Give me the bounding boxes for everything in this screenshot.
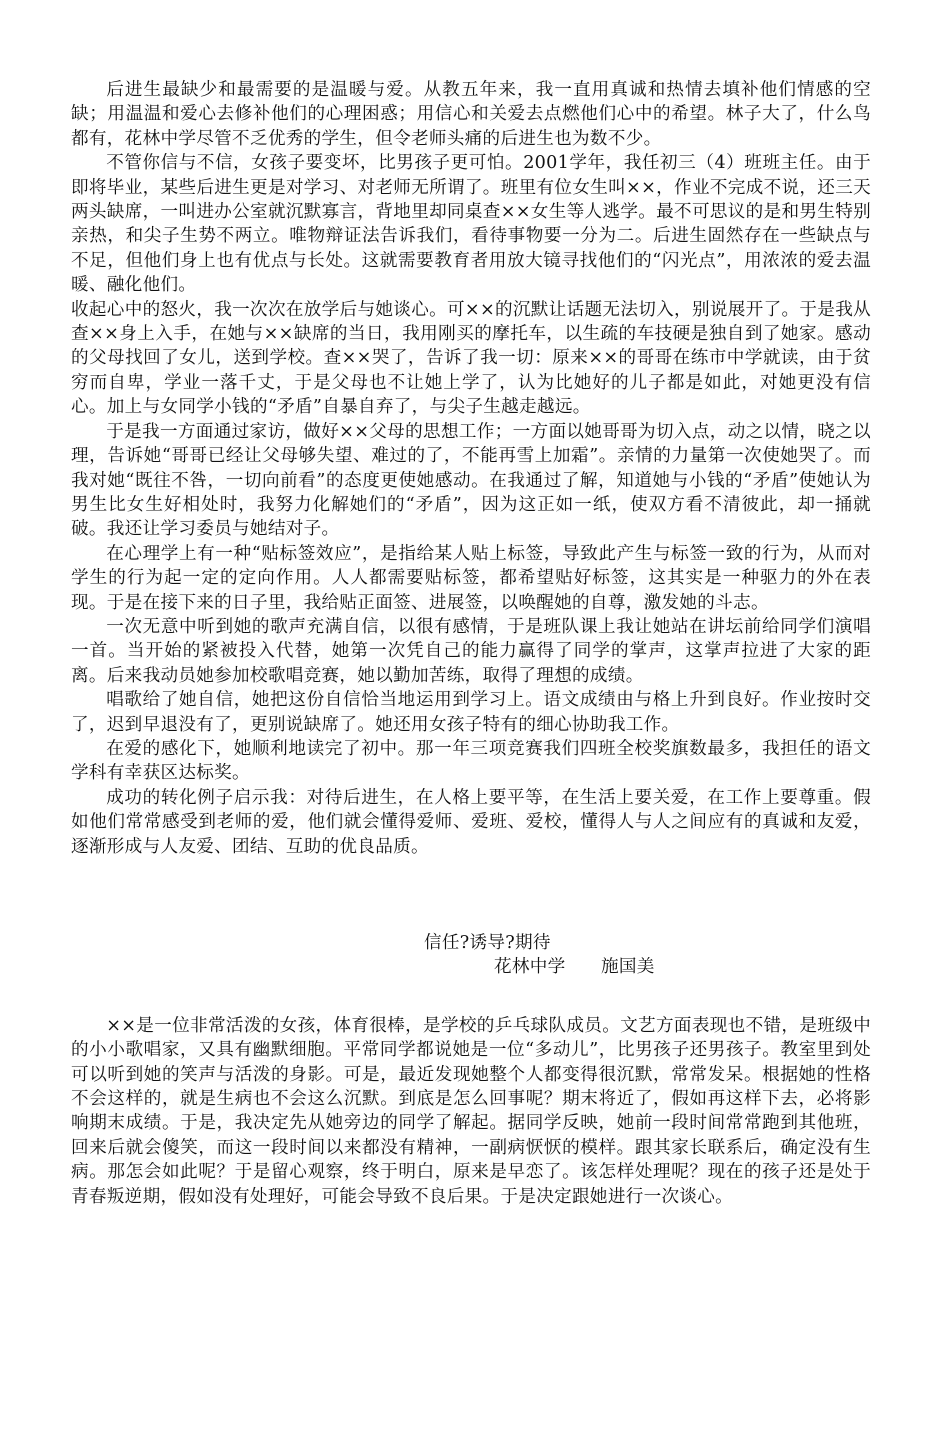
paragraph: 收起心中的怒火，我一次次在放学后与她谈心。可××的沉默让话题无法切入，别说展开了。于是我从查××身上入手，在她与××缺席的当日，我用刚买的摩托车，以生疏的车技硬是独自到了她家。感动的父母找回了女儿，送到学校。查××哭了，告诉了我一切：原来××的哥哥在练市中学就读，由于贫穷而自卑，学业一落千丈，于是父母也不让她上学了，认为比她好的儿子都是如此，对她更没有信心。加上与女同学小钱的“矛盾”自暴自弃了，与尖子生越走越远。	[71, 299, 871, 418]
paragraph: 不管你信与不信，女孩子要变坏，比男孩子更可怕。2001学年，我任初三（4）班班主任。由于即将毕业，某些后进生更是对学习、对老师无所谓了。班里有位女生叫××，作业不完成不说，还三天两头缺席，一叫进办公室就沉默寡言，背地里却同桌查××女生等人逃学。最不可思议的是和男生特别亲热，和尖子生势不两立。唯物辩证法告诉我们，看待事物要一分为二。后进生固然存在一些缺点与不足，但他们身上也有优点与长处。这就需要教育者用放大镜寻找他们的“闪光点”，用浓浓的爱去温暖、融化他们。	[71, 153, 871, 296]
essay-title: 信任?诱导?期待	[424, 933, 551, 953]
author-name: 施国美	[600, 957, 655, 978]
paragraph: 一次无意中听到她的歌声充满自信，以很有感情，于是班队课上我让她站在讲坛前给同学们演唱一首。当开始的紧被投入代替，她第一次凭自己的能力赢得了同学的掌声，这掌声拉进了大家的距离。后来我动员她参加校歌唱竞赛，她以勤加苦练，取得了理想的成绩。	[71, 616, 871, 686]
document-page	[71, 78, 871, 1209]
paragraph: 唱歌给了她自信，她把这份自信恰当地运用到学习上。语文成绩由与格上升到良好。作业按时交了，迟到早退没有了，更别说缺席了。她还用女孩子特有的细心协助我工作。	[71, 690, 871, 735]
paragraph: 后进生最缺少和最需要的是温暖与爱。从教五年来，我一直用真诚和热情去填补他们情感的空缺；用温温和爱心去修补他们的心理困惑；用信心和关爱去点燃他们心中的希望。林子大了，什么鸟都有，花林中学尽管不乏优秀的学生，但令老师头痛的后进生也为数不少。	[71, 80, 871, 149]
paragraph: 成功的转化例子启示我：对待后进生，在人格上要平等，在生活上要关爱，在工作上要尊重。假如他们常常感受到老师的爱，他们就会懂得爱师、爱班、爱校，懂得人与人之间应有的真诚和友爱，逐渐形成与人友爱、团结、互助的优良品质。	[71, 787, 871, 857]
paragraph: 在爱的感化下，她顺利地读完了初中。那一年三项竞赛我们四班全校奖旗数最多，我担任的语文学科有幸获区达标奖。	[71, 738, 871, 784]
essay-section-2	[71, 931, 871, 1209]
school-name: 花林中学	[494, 957, 566, 978]
paragraph: 于是我一方面通过家访，做好××父母的思想工作；一方面以她哥哥为切入点，动之以情，晓之以理，告诉她“哥哥已经让父母够失望、难过的了，不能再雪上加霜”。亲情的力量第一次使她哭了。而我对她“既往不咎，一切向前看”的态度更使她感动。在我通过了解，知道她与小钱的“矛盾”使她认为男生比女生好相处时，我努力化解她们的“矛盾”，因为这正如一纸，使双方看不清彼此，却一捅就破。我还让学习委员与她结对子。	[71, 421, 871, 540]
paragraph: 在心理学上有一种“贴标签效应”，是指给某人贴上标签，导致此产生与标签一致的行为，从而对学生的行为起一定的定向作用。人人都需要贴标签，都希望贴好标签，这其实是一种驱力的外在表现。于是在接下来的日子里，我给贴正面签、进展签，以唤醒她的自尊，激发她的斗志。	[71, 543, 871, 613]
essay-section-1	[71, 78, 871, 859]
paragraph: ××是一位非常活泼的女孩，体育很棒，是学校的乒乓球队成员。文艺方面表现也不错，是班级中的小小歌唱家，又具有幽默细胞。平常同学都说她是一位“多动儿”，比男孩子还男孩子。教室里到处可以听到她的笑声与活泼的身影。可是，最近发现她整个人都变得很沉默，常常发呆。根据她的性格不会这样的，就是生病也不会这么沉默。到底是怎么回事呢？期末将近了，假如再这样下去，必将影响期末成绩。于是，我决定先从她旁边的同学了解起。据同学反映，她前一段时间常常跑到其他班，回来后就会傻笑，而这一段时间以来都没有精神，一副病恹恹的模样。跟其家长联系后，确定没有生病。那怎会如此呢？于是留心观察，终于明白，原来是早恋了。该怎样处理呢？现在的孩子还是处于青春叛逆期，假如没有处理好，可能会导致不良后果。于是决定跟她进行一次谈心。	[71, 1015, 871, 1207]
byline	[71, 955, 871, 979]
section-spacer	[71, 859, 871, 931]
